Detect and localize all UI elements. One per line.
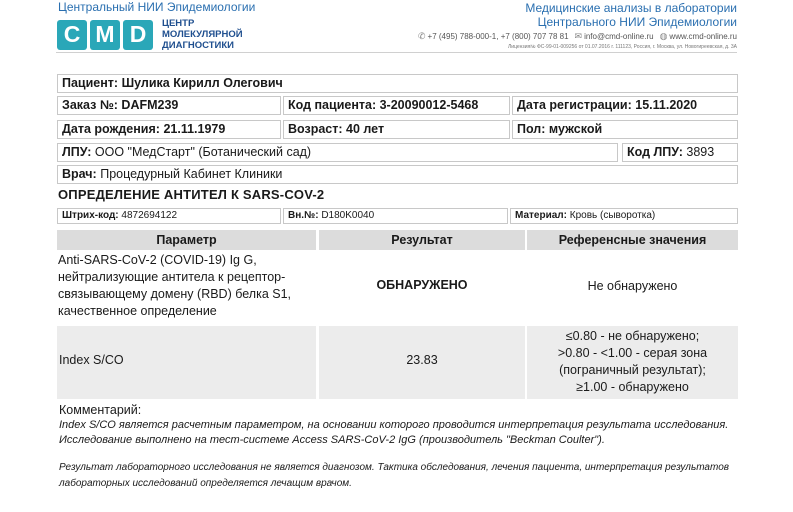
reg-date-field: Дата регистрации: 15.11.2020 (512, 96, 738, 115)
comment-text: Index S/CO является расчетным параметром, на основании которого проводится интерпретация результата исследования. Исследование выполнено на тест-системе Access SARS-CoV-2 IgG (производитель "Beckman Coulter"). (59, 419, 729, 446)
row1-reference: Не обнаружено (587, 279, 678, 293)
lpu-code-field: Код ЛПУ: 3893 (622, 143, 738, 162)
table-header-parameter: Параметр (57, 230, 316, 250)
internal-number-field: Вн.№: D180K0040 (283, 208, 508, 224)
row2-parameter: Index S/CO (57, 326, 316, 399)
logo-letter: M (90, 20, 120, 50)
org-name-top-left: Центральный НИИ Эпидемиологии (58, 0, 256, 14)
barcode-field: Штрих-код: 4872694122 (57, 208, 281, 224)
email-icon: ✉ (574, 31, 583, 41)
row2-reference: ≤0.80 - не обнаружено; >0.80 - <1.00 - серая зона (пограничный результат); ≥1.00 - обнаружено (527, 326, 738, 399)
phone: +7 (495) 788-000-1, +7 (800) 707 78 81 (427, 32, 569, 41)
patient-code-field: Код пациента: 3-20090012-5468 (283, 96, 510, 115)
logo-text: ЦЕНТР МОЛЕКУЛЯРНОЙ ДИАГНОСТИКИ (162, 18, 243, 51)
row1-result: ОБНАРУЖЕНО (376, 278, 468, 292)
section-title: ОПРЕДЕЛЕНИЕ АНТИТЕЛ К SARS-COV-2 (58, 187, 325, 202)
license: Лицензия№ ФС-99-01-009256 от 01.07.2016 г. 111123, Россия, г. Москва, ул. Новогиреевская, д. 3А (508, 44, 737, 50)
lpu-field: ЛПУ: ООО "МедСтарт" (Ботанический сад) (57, 143, 618, 162)
dob-field: Дата рождения: 21.11.1979 (57, 120, 281, 139)
phone-icon: ✆ (417, 31, 426, 41)
sex-field: Пол: мужской (512, 120, 738, 139)
logo-letter: C (57, 20, 87, 50)
row1-parameter: Anti-SARS-CoV-2 (COVID-19) Ig G, нейтрализующие антитела к рецептор- связывающему домену (RBD) белка S1, качественное определение (58, 253, 292, 318)
website[interactable]: www.cmd-online.ru (669, 32, 737, 41)
email[interactable]: info@cmd-online.ru (584, 32, 654, 41)
header-divider (56, 52, 737, 53)
globe-icon: ◍ (659, 31, 668, 41)
material-field: Материал: Кровь (сыворотка) (510, 208, 738, 224)
table-header-reference: Референсные значения (527, 230, 738, 250)
doctor-field: Врач: Процедурный Кабинет Клиники (57, 165, 738, 184)
comment-label: Комментарий: (59, 403, 142, 417)
table-header-result: Результат (319, 230, 525, 250)
order-field: Заказ №: DAFM239 (57, 96, 281, 115)
disclaimer: Результат лабораторного исследования не является диагнозом. Тактика обследования, лечения пациента, интерпретация результатов лабораторных исследований определяется лечащим врачом. (59, 462, 729, 489)
logo-letter: D (123, 20, 153, 50)
lab-title: Медицинские анализы в лаборатории Центрального НИИ Эпидемиологии (525, 1, 737, 29)
patient-name-field: Пациент: Шулика Кирилл Олегович (57, 74, 738, 93)
cmd-logo (57, 18, 243, 51)
contacts (418, 31, 737, 42)
row2-result: 23.83 (319, 326, 525, 399)
age-field: Возраст: 40 лет (283, 120, 510, 139)
